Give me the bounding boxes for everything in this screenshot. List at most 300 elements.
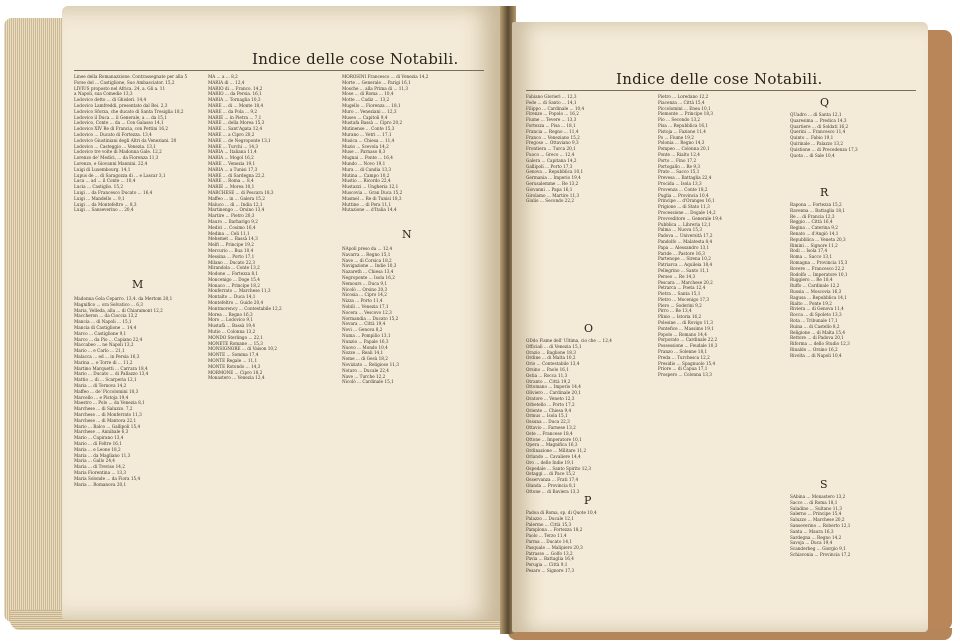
- index-entry: Padova ... Università 17,2: [658, 233, 713, 239]
- index-entry: Mutio ... Colonna 13,2: [208, 329, 256, 335]
- index-entry: Pasquale ... Malipiero 20,3: [526, 544, 583, 550]
- index-entry: Mustafà ... Bassà 19,4: [208, 323, 256, 329]
- index-entry: Moro ... Lodovico 9,1: [208, 317, 254, 323]
- index-entry: Procida ... Isola 13,3: [658, 180, 702, 186]
- index-entry: MARIO di ... Franco. 14,2: [208, 85, 263, 91]
- index-entry: Pandolfo ... Malatesta 8,4: [658, 238, 713, 244]
- index-entry: Lodovico detto ... di Ghisleri. 14,4: [74, 97, 147, 103]
- index-entry: Nicolò ... Cardinale 15,1: [342, 379, 394, 385]
- index-entry: Nocera ... Vescovo 12,3: [342, 309, 392, 315]
- index-entry: Prigione ... di Stato 11,3: [658, 204, 710, 210]
- index-entry: Mutina ... Campo 10,2: [342, 172, 390, 178]
- index-entry: Nozze ... Reali 14,1: [342, 350, 384, 356]
- index-entry: Muttine ... di Pera 11,1: [342, 201, 392, 207]
- index-entry: Mustio ... Ricordo 22,4: [342, 178, 391, 184]
- index-entry: MARE ... de Negroponte 13,1: [208, 137, 271, 143]
- index-entry: MONTE ... Somma 17,4: [208, 352, 259, 358]
- index-entry: Lodovico ... Casteggio ... Venezia. 13,1: [74, 143, 156, 149]
- index-entry: MARCHESE ... di Pescara 18,3: [208, 189, 274, 195]
- index-entry: MARE ... Sant'Agata 12,4: [208, 126, 263, 132]
- index-entry: Nobili ... Venezia 17,1: [342, 303, 389, 309]
- index-entry: Rota ... Tribunale 17,1: [790, 317, 838, 323]
- left-col1-bottom: [74, 296, 202, 586]
- index-entry: Maria, Velleda, alla ... di Chiaramont 12,2: [74, 307, 163, 313]
- index-entry: Negroponte ... Isola 16,2: [342, 274, 395, 280]
- index-entry: Mario ... Balco ... Gallipoli 15,4: [74, 423, 141, 429]
- index-entry: Lodovico XIV Re di Francia, con Pettini 16,2: [74, 126, 169, 132]
- index-entry: Oste ... Francese 18,4: [526, 430, 573, 436]
- index-entry: Fabiano Glorieri ... 12,3: [526, 94, 577, 99]
- index-entry: Polesine ... di Rovigo 11,3: [658, 320, 713, 326]
- index-entry: Maffeo ... in ... Galera 15,2: [208, 195, 265, 201]
- index-entry: Riviera ... di Genova 11,4: [790, 306, 844, 312]
- index-entry: Mario ... di Feltre 16,1: [74, 440, 122, 446]
- index-entry: Plinio ... Istoria 16,2: [658, 314, 702, 320]
- index-entry: Pesaro ... Signore 17,3: [526, 567, 575, 573]
- index-entry: Prospero ... Colonna 13,3: [658, 372, 712, 378]
- index-entry: Porporato ... Cardinale 22,2: [658, 337, 718, 343]
- index-entry: Genova ... Repubblica 10,1: [526, 169, 584, 175]
- index-entry: Maria ... e Leone 18,2: [74, 446, 121, 452]
- index-entry: Provenza ... Conte 18,2: [658, 186, 708, 192]
- index-entry: Germania ... Imperio 19,4: [526, 175, 581, 181]
- index-entry: Orio ... Contestabile 13,4: [526, 361, 580, 367]
- index-entry: Montefeltro ... Guido 20,4: [208, 300, 264, 306]
- index-entry: MARE ... a Cipro 20,2: [208, 131, 255, 137]
- index-entry: Normandia ... Ducato 15,2: [342, 315, 399, 321]
- index-entry: Nicolò ... Orsino 20,3: [342, 286, 388, 292]
- left-page: [62, 6, 502, 620]
- index-entry: Linee della Romanazzione. Contrassegnate per alla 5: [74, 74, 188, 79]
- index-entry: Medici ... Cosimo 16,4: [208, 224, 256, 230]
- index-entry: Sacco ... di Roma 18,1: [790, 499, 838, 505]
- index-entry: Ottavio ... Farnese 13,2: [526, 424, 576, 430]
- index-entry: Santa ... Maura 16,3: [790, 528, 834, 534]
- left-col3-top: [342, 74, 476, 224]
- index-entry: NApoli preso da ... 12,4: [342, 246, 393, 251]
- index-entry: Sanseverino ... Roberto 12,1: [790, 522, 851, 528]
- index-entry: Perseo ... Re 14,3: [658, 273, 696, 279]
- index-entry: Mugello ... Fiorenza ... 18,1: [342, 102, 401, 108]
- index-entry: Martinengo ... Orsino 13,4: [208, 207, 265, 213]
- index-entry: Olanda ... Provincia 8,1: [526, 482, 576, 488]
- index-entry: Franco ... Veneziano 15,2: [526, 134, 580, 140]
- index-entry: Sardegna ... Regno 14,2: [790, 534, 842, 540]
- index-entry: Lupus de ... di Saragozza di ... e Lascar 3,1: [74, 172, 166, 178]
- index-entry: Oliviero ... Cardinale 20,1: [526, 390, 581, 396]
- index-entry: Musmel ... Re di Tunisi 18,3: [342, 195, 402, 201]
- index-entry: a Napoli, sua Comedie 13,3: [74, 91, 133, 97]
- index-entry: Melfi ... Principe 19,2: [208, 242, 254, 248]
- index-entry: Pellegrino ... Santo 11,1: [658, 267, 710, 273]
- index-entry: Maria Solonde ... da Fiora 15,4: [74, 475, 141, 481]
- index-entry: Re ... di Francia 12,3: [790, 213, 835, 219]
- index-entry: Madonna Gola Ceparro. 13,4. da Mertom 20,1: [74, 296, 173, 301]
- index-entry: Rocca ... di Spoleto 13,3: [790, 312, 842, 318]
- index-entry: Rapona ... Fortezza 15,2: [790, 202, 842, 207]
- index-entry: Mario ... Capirano 13,4: [74, 435, 124, 441]
- right-page-title: Indice delle cose Notabili.: [616, 70, 823, 88]
- index-entry: Reggio ... Città 16,4: [790, 219, 833, 225]
- left-page-edges: [4, 18, 64, 622]
- index-entry: Maluco ... di ... India 12,1: [208, 201, 263, 207]
- index-entry: Giulio ... Secondo 22,2: [526, 198, 575, 204]
- index-entry: MARE ... Venezia 19,1: [208, 160, 256, 166]
- left-col2: [208, 74, 336, 586]
- index-entry: Querini ... Francesco 11,4: [790, 129, 846, 135]
- index-entry: Maria ... di Ternova 14,2: [74, 382, 127, 388]
- index-entry: Mancia ... di Napoli ... 15,1: [74, 319, 132, 325]
- index-entry: Ruggiero ... Re 18,4: [790, 277, 833, 283]
- index-entry: Lucia ... Castiglio. 15,2: [74, 184, 123, 190]
- index-entry: MORMONE ... Cipro 18,2: [208, 369, 263, 375]
- index-entry: Muzio ... Scevola 14,2: [342, 143, 389, 149]
- index-entry: Pamplona ... Fortezza 18,2: [526, 527, 583, 533]
- section-letter-r: R: [820, 186, 829, 199]
- book-cover-right: [926, 30, 952, 630]
- index-entry: Salerno ... Principe 15,4: [790, 511, 842, 517]
- index-entry: Martire ... Pietro 20,3: [208, 213, 255, 219]
- index-entry: MARIO ... da Persia. 16,1: [208, 91, 262, 97]
- index-entry: Quirinale ... Palazzo 13,2: [790, 140, 844, 146]
- index-entry: Noviziato ... Religioso 11,3: [342, 361, 399, 367]
- index-entry: Muse ... Parnaso 8,3: [342, 149, 386, 155]
- index-entry: Orsino ... Paolo 16,1: [526, 366, 569, 372]
- index-entry: MARIE ... Morea 10,1: [208, 184, 255, 190]
- index-entry: MARIA ... Mogol 16,2: [208, 155, 254, 161]
- index-entry: Rovere ... Francesco 22,2: [790, 265, 845, 271]
- index-entry: Presidio ... Spagnuolo 15,4: [658, 360, 716, 366]
- index-entry: Marina ... e Torre di ... 11,2: [74, 359, 133, 365]
- index-entry: Nizza ... Porto 11,4: [342, 298, 383, 304]
- index-entry: Motte ... Cadiz ... 13,2: [342, 97, 390, 103]
- index-entry: Luca ... ad ... il Conte ... 10,4: [74, 178, 136, 184]
- index-entry: Fiume ... Tevere ... 13,3: [526, 117, 577, 123]
- index-entry: Martino Marquetti ... Carrara 18,4: [74, 365, 148, 371]
- index-entry: Lodovico tre volte di Madonna Gale. 12,2: [74, 149, 162, 155]
- index-entry: Milano ... Ducato 22,3: [208, 259, 256, 265]
- index-entry: MARIE ... in Pietra ... 7,1: [208, 114, 262, 120]
- index-entry: Nunzio ... Papale 16,3: [342, 338, 389, 344]
- left-page-title: Indice delle cose Notabili.: [252, 50, 459, 68]
- index-entry: MOROSINI Francesco ... di Venezia 14,2: [342, 74, 429, 79]
- index-entry: Ostia ... Rocca 11,3: [526, 372, 568, 378]
- index-entry: Quartiere ... di Soldati 16,2: [790, 123, 849, 129]
- index-entry: Lorenzo, e Giovanni Mannini. 22,4: [74, 160, 148, 166]
- index-entry: Marchese ... di Monferrato 11,3: [74, 411, 142, 417]
- index-entry: Mutinense ... Conte 15,3: [342, 126, 395, 132]
- index-entry: Marchese ... di Mantova 22,1: [74, 417, 137, 423]
- index-entry: Palazzo ... Ducale 12,1: [526, 515, 574, 521]
- index-entry: Otranto ... Città 19,2: [526, 378, 571, 384]
- index-entry: Saluzzo ... Marchese 20,2: [790, 517, 845, 523]
- index-entry: LIVIUS proposto nel Africa. 24, a. Gli a. 11: [74, 85, 166, 91]
- index-entry: Nazareth ... Chiesa 13,4: [342, 269, 394, 275]
- index-entry: Montalto ... Duca 14,1: [208, 294, 256, 300]
- index-entry: Muro ... Veneziani ... 12,3: [342, 108, 397, 114]
- index-entry: MARE ... della Morea 15,3: [208, 120, 265, 126]
- index-entry: Mancia di Castiglione ... 14,4: [74, 324, 137, 330]
- index-entry: Fuoco ... Greco ... 12,4: [526, 151, 575, 157]
- section-letter-n: N: [402, 228, 412, 241]
- index-entry: MARE ... Roma ... 8,4: [208, 178, 254, 184]
- index-entry: Orbetello ... Porto 17,2: [526, 401, 575, 407]
- index-entry: Fede ... di Santo ... 14,1: [526, 99, 577, 105]
- index-entry: MARIA ... a Tunisi 17,3: [208, 166, 258, 172]
- index-entry: Pubblica ... Libreria 12,1: [658, 221, 711, 227]
- index-entry: Quaresima ... Predica 14,3: [790, 117, 847, 123]
- index-entry: Gallipoli ... Porto 17,3: [526, 163, 573, 169]
- index-entry: Mercurio ... Bua 10,4: [208, 247, 254, 253]
- index-entry: Maria ... Romanova 20,1: [74, 481, 127, 487]
- index-entry: Ottone ... di Baviera 13,3: [526, 488, 580, 494]
- index-entry: Mauro ... Barbarigo 9,2: [208, 218, 258, 224]
- index-entry: Mattio ... di ... Scarperia 12,1: [74, 377, 137, 383]
- right-col3-top: [790, 112, 916, 182]
- index-entry: Piemonte ... Principe 18,3: [658, 111, 713, 117]
- index-entry: Francia ... Regno ... 11,4: [526, 128, 579, 134]
- index-entry: Papa ... Alessandro 13,1: [658, 244, 710, 250]
- index-entry: Maestro ... Polo ... da Venezia 8,1: [74, 400, 145, 406]
- index-entry: Mustafa Bassà ... Cipro 20,2: [342, 120, 403, 126]
- index-entry: Marco ... Castiglione 9,1: [74, 330, 127, 336]
- index-entry: Ossuna ... Duca 22,3: [526, 419, 570, 425]
- index-entry: Ragusa ... Repubblica 14,1: [790, 294, 847, 300]
- index-entry: Pietra ... Santa 15,1: [658, 291, 701, 297]
- section-letter-o: O: [584, 322, 594, 335]
- index-entry: MARIA di ... 12,4: [208, 79, 245, 85]
- index-entry: Scanderbeg ... Giorgio 9,1: [790, 546, 846, 552]
- index-entry: Parma ... Ducato 14,1: [526, 538, 573, 544]
- index-entry: Montmorency ... Contestabile 12,2: [208, 305, 282, 311]
- index-entry: Mosche ... alla Prima di ... 11,3: [342, 85, 409, 91]
- index-entry: Padoa di Roma, sp. di Quote 10,4: [526, 510, 597, 515]
- index-entry: Palermo ... Città 15,3: [526, 521, 572, 527]
- index-entry: Popolo ... Romano 14,4: [658, 331, 707, 337]
- index-entry: Mario ... Ducato ... di Pallazzo 13,4: [74, 371, 149, 377]
- index-entry: Ruffo ... Cardinale 12,2: [790, 283, 840, 289]
- index-entry: Mehemet ... Bassà 14,3: [208, 236, 258, 242]
- index-entry: Giovanni ... Papa 16,1: [526, 186, 573, 192]
- index-entry: Po ... Fiume 19,2: [658, 134, 694, 140]
- index-entry: Ordine ... di Malta 10,2: [526, 355, 576, 361]
- index-entry: Pisa ... Repubblica 16,1: [658, 122, 709, 128]
- index-entry: Schiavonia ... Provincia 17,2: [790, 551, 851, 557]
- index-entry: Pontefice ... Massimo 19,1: [658, 325, 714, 331]
- index-entry: Nave ... di Corsica 18,2: [342, 257, 392, 263]
- index-entry: Saladino ... Sultano 11,3: [790, 505, 843, 511]
- right-col1-bottom: [526, 510, 652, 600]
- index-entry: MARE ... di Sardegna 22,2: [208, 172, 265, 178]
- index-entry: Orazio ... Baglione 18,3: [526, 349, 576, 355]
- title-rule: [526, 90, 916, 91]
- index-entry: Luigi ... Sanseverino ... 20,4: [74, 207, 134, 213]
- right-col3-bottom: [790, 494, 916, 594]
- index-entry: Pavia ... Battaglia 16,4: [526, 556, 574, 562]
- index-entry: Fregoso ... Ottaviano 9,3: [526, 140, 579, 146]
- index-entry: Ormus ... Isola 15,1: [526, 413, 568, 419]
- index-entry: Monaco ... Principe 18,2: [208, 282, 260, 288]
- index-entry: Navigazione ... Indie 10,3: [342, 263, 397, 269]
- index-entry: Maria ... di Treviso 14,2: [74, 464, 125, 470]
- index-entry: Paride ... Pastore 16,3: [658, 250, 705, 256]
- index-entry: Provveditore ... Generale 19,4: [658, 215, 722, 221]
- index-entry: Roma ... Sacco 13,1: [790, 254, 833, 260]
- index-entry: Morte ... Generale ... Parigi 16,1: [342, 79, 411, 85]
- index-entry: Ottone ... Imperatore 10,1: [526, 436, 582, 442]
- index-entry: Patrasso ... Golfo 13,2: [526, 550, 573, 556]
- index-entry: Novi ... Genova 8,2: [342, 327, 383, 333]
- index-entry: Mutazione ... d'Italia 14,4: [342, 207, 397, 213]
- index-entry: Ordinazione ... Militare 11,2: [526, 448, 587, 454]
- index-entry: Navarra ... Regno 15,1: [342, 251, 391, 257]
- index-entry: Lodovico Giustiniani degli Altri da Veneziani. 20: [74, 137, 177, 143]
- index-entry: Luigi di Luxembourg. 14,1: [74, 166, 131, 172]
- index-entry: Ostaggi ... di Pace 15,2: [526, 471, 576, 477]
- index-entry: Nuovo ... Mondo 10,4: [342, 344, 388, 350]
- index-entry: Piccolomini ... Enea 10,1: [658, 105, 711, 111]
- index-entry: Palma ... Nuova 15,3: [658, 227, 702, 233]
- index-entry: Marcello ... e Pistoja 19,4: [74, 394, 129, 400]
- index-entry: Russia ... Moscovia 16,3: [790, 288, 842, 294]
- index-entry: Museo ... Capitoli 9,4: [342, 114, 388, 120]
- index-entry: MA ... a ... 8,2: [208, 74, 238, 79]
- index-entry: MONTE Rotondo ... 14,3: [208, 363, 261, 369]
- index-entry: Pescara ... Marchese 20,2: [658, 279, 713, 285]
- index-entry: Firenze ... Popolo ... 16,2: [526, 111, 579, 117]
- index-entry: Orlando ... Cavaliere 14,4: [526, 453, 581, 459]
- index-entry: Partenope ... Sirena 10,2: [658, 256, 711, 262]
- index-entry: Maffeo ... de' Piccolomini 10,3: [74, 388, 139, 394]
- index-entry: Galera ... Capitana 14,2: [526, 157, 577, 163]
- index-entry: QUadro ... di Santa 12,1: [790, 112, 842, 117]
- index-entry: Principe ... d'Oranges 16,1: [658, 198, 715, 204]
- index-entry: Murano ... Vetri ... 17,1: [342, 131, 392, 137]
- index-entry: Rettore ... di Padova 20,1: [790, 335, 844, 341]
- index-entry: MARE ... di ... Monte 18,4: [208, 102, 264, 108]
- index-entry: Riforma ... dello Studio 12,3: [790, 341, 850, 347]
- left-col3-bottom: [342, 246, 476, 576]
- index-entry: MONTE Regale ... 11,1: [208, 358, 258, 364]
- index-entry: Maria Fiorentina ... 13,3: [74, 469, 127, 475]
- index-entry: Rinaldo ... Orsino 16,2: [790, 346, 838, 352]
- index-entry: MARIA ... Italiana 11,4: [208, 149, 257, 155]
- index-entry: Numa ... Pompilio 13,1: [342, 332, 391, 338]
- index-entry: Processione ... Dogale 14,2: [658, 209, 716, 215]
- index-entry: MONDO Sterlingo ... 22,1: [208, 334, 264, 340]
- index-entry: Osservanza ... Frati 17,4: [526, 477, 579, 483]
- index-entry: Nicosia ... Cipro 14,2: [342, 292, 387, 298]
- index-entry: Renato ... d'Angiò 14,1: [790, 230, 839, 236]
- index-entry: Oratore ... Veneto 12,3: [526, 395, 575, 401]
- index-entry: Gerusalemme ... Re 13,2: [526, 180, 579, 186]
- index-entry: Paolo ... Terzo 11,4: [526, 533, 567, 539]
- index-entry: Frontiera ... Turca 20,1: [526, 146, 576, 152]
- index-entry: Girolamo ... Martire 11,3: [526, 192, 580, 198]
- index-entry: Oro ... delle Indie 19,1: [526, 459, 574, 465]
- index-entry: Portogallo ... Re 9,3: [658, 163, 701, 169]
- index-entry: Monferrato ... Marchese 11,3: [208, 288, 271, 294]
- index-entry: Mundo ... Novo 19,1: [342, 160, 386, 166]
- index-entry: Oriente ... Chiesa 9,4: [526, 407, 572, 413]
- index-entry: Possessione ... Feudale 10,3: [658, 343, 718, 349]
- index-entry: Maccheron ... da Cioccia 13,2: [74, 313, 138, 319]
- index-entry: Maria ... da Magliano 11,3: [74, 452, 131, 458]
- index-entry: Puglia ... Provincia 10,4: [658, 192, 709, 198]
- index-entry: MARIA ... Tornaglia 10,3: [208, 97, 261, 103]
- index-entry: MARE ... da Pola ... 9,2: [208, 108, 258, 114]
- index-entry: Mura ... di Candia 13,3: [342, 166, 392, 172]
- index-entry: Polonia ... Regno 14,3: [658, 140, 705, 146]
- index-entry: Perugia ... Città 9,1: [526, 562, 568, 568]
- index-entry: Mose ... di Roma ... 10,4: [342, 91, 394, 97]
- index-entry: Forse del ... Castiglione, Suo Ambasciator. 15,2: [74, 79, 175, 85]
- index-entry: Lorenzo de' Medici, ... da Fiorenza 11,3: [74, 155, 159, 161]
- index-entry: Pietro ... Loredano 12,2: [658, 94, 709, 99]
- index-entry: Prevesa ... Battaglia 22,4: [658, 175, 712, 181]
- right-col3-mid: [790, 202, 916, 472]
- index-entry: Medina ... Celi 11,1: [208, 230, 250, 236]
- index-entry: Romagna ... Provincia 15,3: [790, 259, 848, 265]
- index-entry: Ospedale ... Santo Spirito 12,3: [526, 465, 592, 471]
- index-entry: Quistione ... di Precedenza 17,3: [790, 146, 858, 152]
- index-entry: Lodovico il Duca ... il Generale, a ... da 15,1: [74, 114, 167, 120]
- index-entry: Monastero ... Venezia 12,4: [208, 375, 265, 381]
- index-entry: Rimini ... Signore 11,2: [790, 242, 838, 248]
- left-col1-top: [74, 74, 202, 270]
- section-letter-p: P: [584, 494, 592, 507]
- index-entry: ODdo Fisme dell' Ultima, cio che ... 12,4: [526, 338, 612, 343]
- index-entry: Marco ... da Pio ... Capiano 22,4: [74, 336, 143, 342]
- index-entry: Repubblica ... Veneta 20,3: [790, 236, 846, 242]
- right-page: [512, 22, 928, 632]
- index-entry: Notaro ... Ducale 22,4: [342, 367, 389, 373]
- index-entry: Morea ... Regno 16,3: [208, 311, 253, 317]
- index-entry: Filippo ... Cardinale ... 10,4: [526, 105, 585, 111]
- right-col2: [658, 94, 784, 604]
- index-entry: Pistoja ... Fazione 11,4: [658, 128, 706, 134]
- index-entry: Maria ... Gallo 24,4: [74, 458, 115, 464]
- index-entry: Messina ... Porto 17,1: [208, 253, 255, 259]
- index-entry: Pio ... Secondo 13,2: [658, 117, 701, 123]
- index-entry: Mustazzi ... Ungheria 12,1: [342, 184, 399, 190]
- index-entry: Religione ... di Malta 15,4: [790, 329, 845, 335]
- index-entry: Pranzo ... Solenne 18,1: [658, 349, 708, 355]
- index-entry: Marchese ... di Saluzzo. 7,2: [74, 406, 133, 412]
- index-entry: Mugnai ... Ponte ... 16,4: [342, 155, 393, 161]
- index-entry: Marchese ... Annibale 6,3: [74, 429, 129, 435]
- index-entry: Prato ... Sacco 15,1: [658, 169, 700, 175]
- index-entry: Rialto ... Ponte 19,2: [790, 300, 832, 306]
- section-letter-s: S: [820, 478, 828, 491]
- index-entry: Officiali ... di Venezia 15,1: [526, 343, 582, 349]
- index-entry: Mario ... e Carlo ... 21,1: [74, 348, 125, 354]
- index-entry: Quinto ... Fabio 19,1: [790, 135, 834, 141]
- index-entry: Preda ... Turchesca 12,2: [658, 354, 710, 360]
- index-entry: Savoja ... Duca 19,4: [790, 540, 833, 546]
- index-entry: Malacca ... ed ... in Persia 16,3: [74, 353, 140, 359]
- index-entry: Priore ... di Capua 17,1: [658, 366, 708, 372]
- index-entry: Rodolfo ... Imperatore 10,1: [790, 271, 848, 277]
- index-entry: Magnifico ... ora Selvatico ... 6,3: [74, 301, 143, 307]
- index-entry: Porto ... Fino 17,2: [658, 157, 697, 163]
- index-entry: MONSIGNORE ... di Vaison 10,2: [208, 346, 278, 352]
- index-entry: Luigi ... da Francesco Ducato ... 16,4: [74, 189, 153, 195]
- index-entry: Luigi ... Mandello ... 9,1: [74, 195, 125, 201]
- index-entry: Ponte ... Rialto 12,4: [658, 151, 700, 157]
- index-entry: Pietro ... Mocenigo 17,3: [658, 296, 710, 302]
- index-entry: Mirandola ... Conte 13,2: [208, 265, 260, 271]
